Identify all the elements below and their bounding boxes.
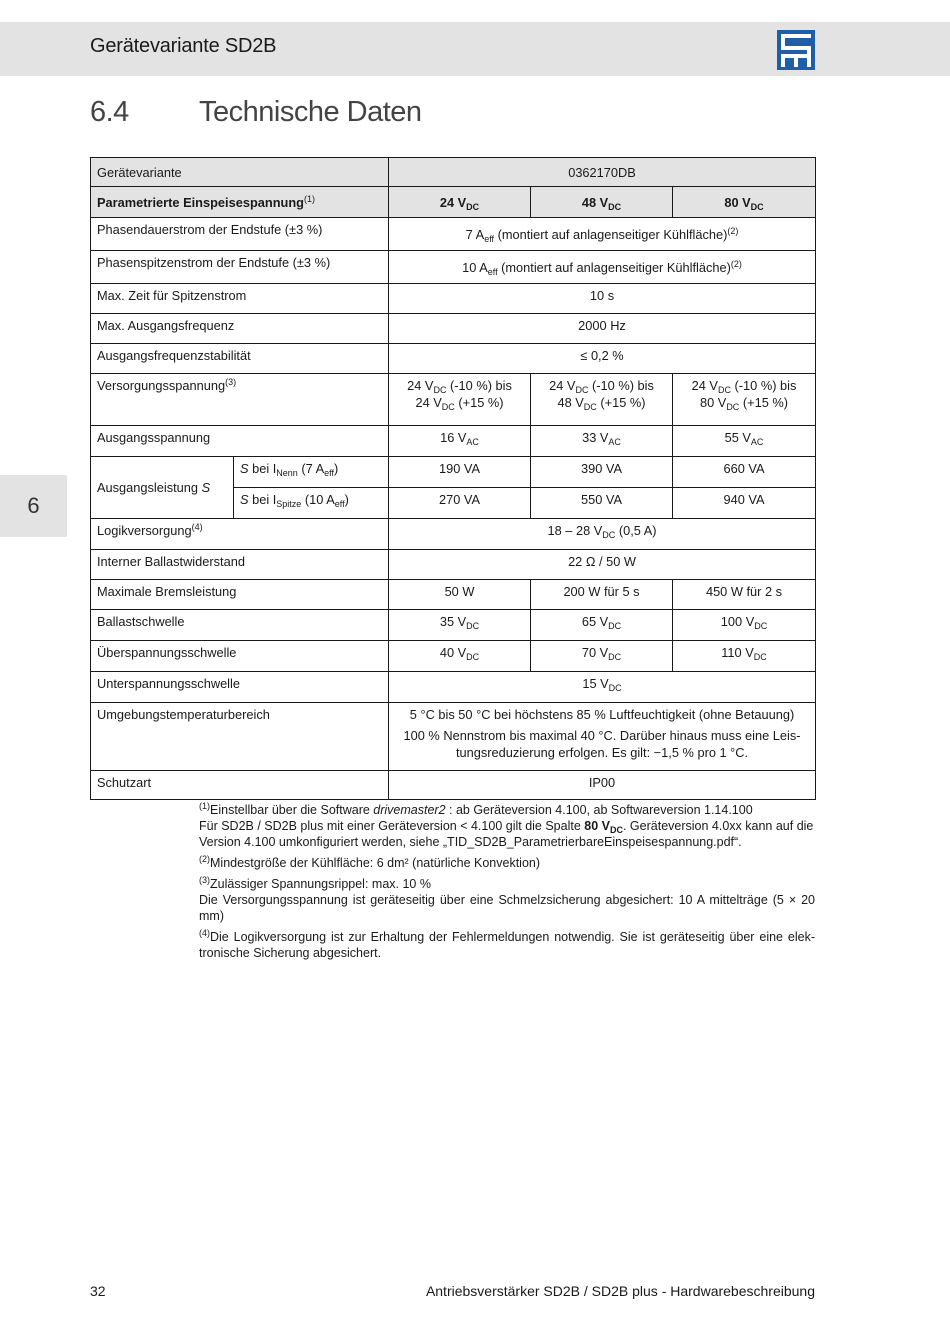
voltage-80: 80 $V_{DC}$ <box>673 187 816 218</box>
table-row <box>91 519 816 550</box>
row-value: 550 VA <box>531 488 673 519</box>
table-row <box>91 344 816 374</box>
row-label: Max. Ausgangsfrequenz <box>91 314 389 344</box>
row-value: 110 $V_{DC}$ <box>673 641 816 672</box>
voltage-48: 48 $V_{DC}$ <box>531 187 673 218</box>
row-label: Unterspannungsschwelle <box>91 672 389 703</box>
row-value: 390 VA <box>531 457 673 488</box>
variant-label: Gerätevariante <box>91 158 389 187</box>
tech-data-table <box>90 157 816 800</box>
row-value: IP00 <box>389 771 816 800</box>
row-value: 270 VA <box>389 488 531 519</box>
footer-title: Antriebsverstärker SD2B / SD2B plus - Hardwarebeschreibung <box>425 1283 815 1299</box>
table-row <box>91 158 816 187</box>
table-row <box>91 580 816 610</box>
row-label: Versorgungsspannung$^{(3)}$ <box>91 374 389 426</box>
table-row <box>91 187 816 218</box>
row-value: 16 $V_{AC}$ <box>389 426 531 457</box>
supply-cell-80: 24 $V_{DC}$ (-10 %) bis 80 $V_{DC}$ (+15 %) <box>673 374 816 426</box>
row-value: ≤ 0,2 % <box>389 344 816 374</box>
table-row <box>91 771 816 800</box>
row-label: Phasendauerstrom der Endstufe (±3 %) <box>91 218 389 251</box>
row-label: Maximale Bremsleistung <box>91 580 389 610</box>
table-row <box>91 284 816 314</box>
chapter-tab: 6 <box>0 475 67 537</box>
section-title: Technische Daten <box>199 96 422 128</box>
supply-voltage-label: Parametrierte Einspeisespannung$^{(1)}$ <box>91 187 389 218</box>
row-value: 10 s <box>389 284 816 314</box>
row-value: 33 $V_{AC}$ <box>531 426 673 457</box>
variant-value: 0362170DB <box>389 158 816 187</box>
supply-cell-24: 24 $V_{DC}$ (-10 %) bis 24 $V_{DC}$ (+15 %) <box>389 374 531 426</box>
footnotes <box>199 802 815 966</box>
company-logo-icon <box>777 30 815 70</box>
row-value: 7 $A_{eff}$ (montiert auf anlagenseitiger Kühlfläche)$^{(2)}$ <box>389 218 816 251</box>
row-value: 15 $V_{DC}$ <box>389 672 816 703</box>
table-row <box>91 703 816 771</box>
row-label: Überspannungsschwelle <box>91 641 389 672</box>
voltage-24: 24 $V_{DC}$ <box>389 187 531 218</box>
row-value: 940 VA <box>673 488 816 519</box>
row-label: Phasenspitzenstrom der Endstufe (±3 %) <box>91 251 389 284</box>
page-number: 32 <box>90 1283 106 1299</box>
row-value: 18 – 28 $V_{DC}$ (0,5 A) <box>389 519 816 550</box>
table-row <box>91 672 816 703</box>
row-value: 65 $V_{DC}$ <box>531 610 673 641</box>
table-row <box>91 641 816 672</box>
footnote-1: $^{(1)}$Einstellbar über die Software drivemaster2 : ab Geräteversion 4.100, ab Softwareversion 1.14.100 Für SD2B / SD2B plus mit einer Geräteversion < 4.100 gilt die Spalte 80 $V_{DC}$. Geräteversion 4.0xx kann auf die Version 4.100 umkonfiguriert werden, siehe „TID_SD2B_ParametrierbareEinspeisespannung.pdf“. <box>199 801 814 849</box>
row-value: 22 Ω / 50 W <box>389 550 816 580</box>
row-value <box>389 703 816 771</box>
header-title: Gerätevariante SD2B <box>90 35 277 57</box>
table-row <box>91 314 816 344</box>
row-value: 200 W für 5 s <box>531 580 673 610</box>
row-value: 40 $V_{DC}$ <box>389 641 531 672</box>
sub-row-label: S bei $I_{Spitze}$ (10 $A_{eff}$) <box>234 488 389 519</box>
sub-row-label: S bei $I_{Nenn}$ (7 $A_{eff}$) <box>234 457 389 488</box>
row-label: Ausgangsfrequenzstabilität <box>91 344 389 374</box>
row-label: Logikversorgung$^{(4)}$ <box>91 519 389 550</box>
table-row <box>91 251 816 284</box>
table-row <box>91 218 816 251</box>
ambient-line-1: 5 °C bis 50 °C bei höchstens 85 % Luftfeuchtigkeit (ohne Betauung) <box>409 707 795 722</box>
row-value: 10 $A_{eff}$ (montiert auf anlagenseitiger Kühlfläche)$^{(2)}$ <box>389 251 816 284</box>
row-value: 660 VA <box>673 457 816 488</box>
row-value: 35 $V_{DC}$ <box>389 610 531 641</box>
row-value: 2000 Hz <box>389 314 816 344</box>
row-label: Ausgangsspannung <box>91 426 389 457</box>
table-row <box>91 426 816 457</box>
section-number: 6.4 <box>90 96 129 128</box>
row-label: Interner Ballastwiderstand <box>91 550 389 580</box>
row-label: Max. Zeit für Spitzenstrom <box>91 284 389 314</box>
row-value: 190 VA <box>389 457 531 488</box>
table-row <box>91 374 816 426</box>
footnote-2: $^{(2)}$Mindestgröße der Kühlfläche: 6 dm² (natürliche Konvektion) <box>199 854 541 870</box>
row-label: Ausgangsleistung S <box>91 457 234 519</box>
row-value: 450 W für 2 s <box>673 580 816 610</box>
table-row <box>91 457 816 488</box>
ambient-line-2: 100 % Nennstrom bis maximal 40 °C. Darüber hinaus muss eine Leis-tungsreduzierung erfolgen. Es gilt: −1,5 % pro 1 °C. <box>403 728 801 760</box>
footnote-3: $^{(3)}$Zulässiger Spannungsrippel: max. 10 % Die Versorgungsspannung ist geräteseitig über eine Schmelzsicherung abgesichert: 10 A mittelträge (5 × 20 mm) <box>199 875 815 923</box>
row-value: 100 $V_{DC}$ <box>673 610 816 641</box>
table-row <box>91 550 816 580</box>
row-value: 55 $V_{AC}$ <box>673 426 816 457</box>
row-value: 70 $V_{DC}$ <box>531 641 673 672</box>
row-label: Ballastschwelle <box>91 610 389 641</box>
row-label: Schutzart <box>91 771 389 800</box>
supply-cell-48: 24 $V_{DC}$ (-10 %) bis 48 $V_{DC}$ (+15 %) <box>531 374 673 426</box>
row-label: Umgebungstemperaturbereich <box>91 703 389 771</box>
row-value: 50 W <box>389 580 531 610</box>
table-row <box>91 610 816 641</box>
footnote-4: $^{(4)}$Die Logikversorgung ist zur Erhaltung der Fehlermeldungen notwendig. Sie ist geräteseitig über eine elek-tronische Sicherung abgesichert. <box>199 928 815 960</box>
